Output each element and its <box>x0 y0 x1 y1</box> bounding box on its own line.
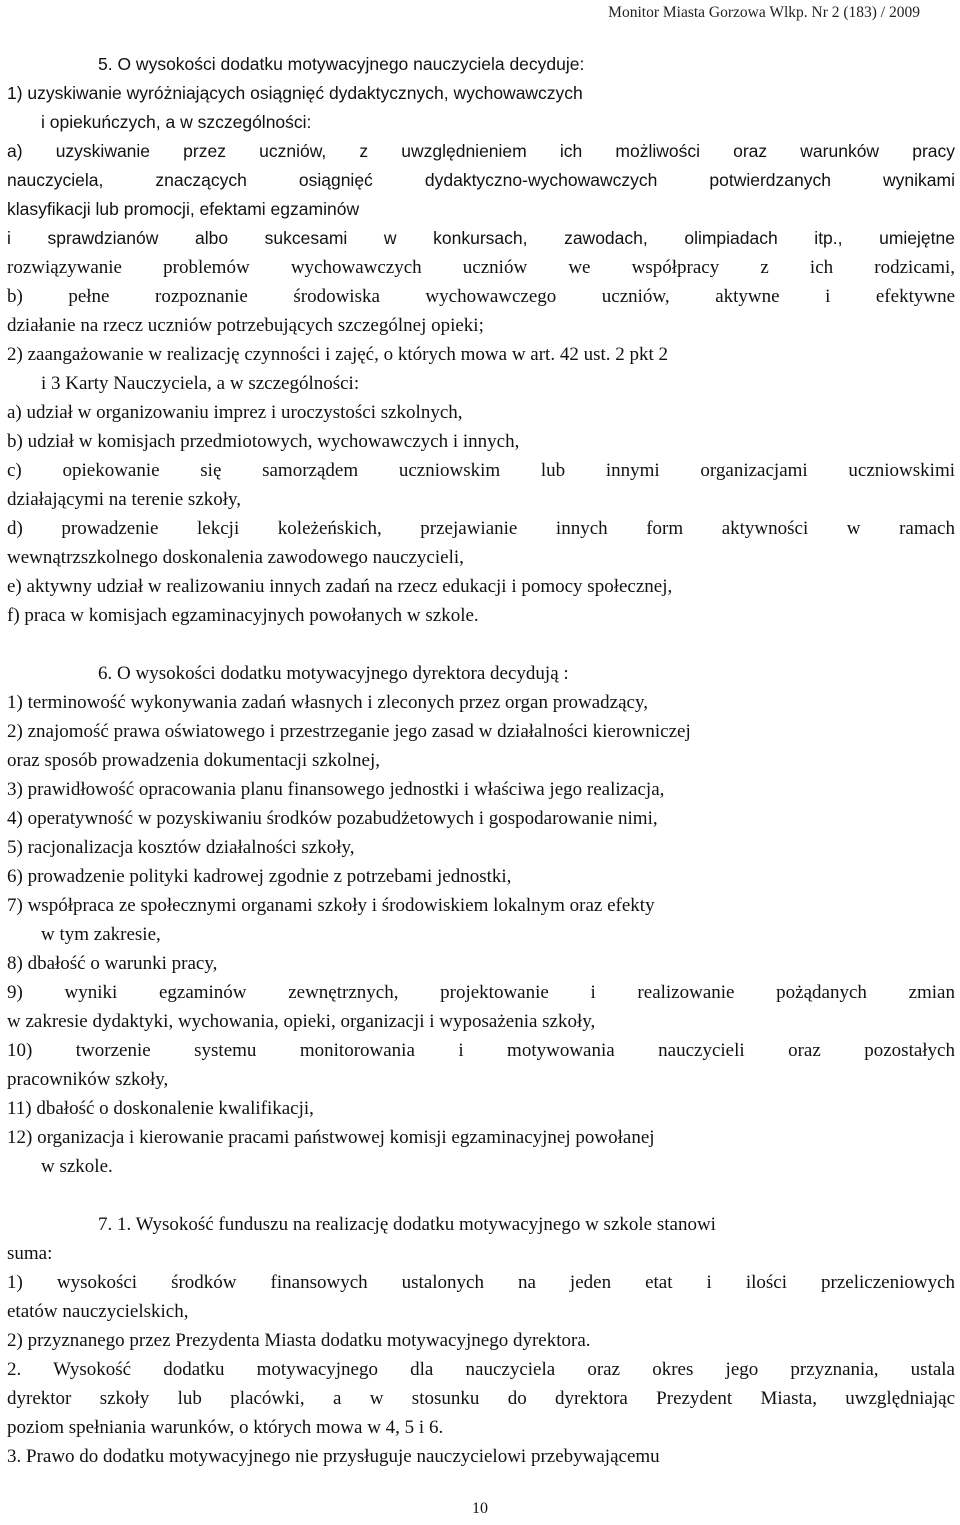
text-line: 5) racjonalizacja kosztów działalności szkoły, <box>7 837 355 858</box>
text-line: nauczyciela, znaczących osiągnięć dydaktyczno-wychowawczych potwierdzanych wynikami <box>7 170 955 190</box>
text-line: wewnątrzszkolnego doskonalenia zawodowego nauczycieli, <box>7 547 464 568</box>
paragraph-gap <box>0 630 960 659</box>
document-body <box>0 50 960 1471</box>
text-line: a) udział w organizowaniu imprez i uroczystości szkolnych, <box>7 402 463 423</box>
text-line: 2) zaangażowanie w realizację czynności i zajęć, o których mowa w art. 42 ust. 2 pkt 2 <box>7 344 669 365</box>
text-line: 4) operatywność w pozyskiwaniu środków pozabudżetowych i gospodarowanie nimi, <box>7 808 658 829</box>
text-line: i opiekuńczych, a w szczególności: <box>41 112 312 132</box>
text-line: i 3 Karty Nauczyciela, a w szczególności: <box>41 373 360 394</box>
text-line: 9) wyniki egzaminów zewnętrznych, projektowanie i realizowanie pożądanych zmian <box>7 982 955 1003</box>
text-line: 6) prowadzenie polityki kadrowej zgodnie z potrzebami jednostki, <box>7 866 512 887</box>
text-line: 3) prawidłowość opracowania planu finansowego jednostki i właściwa jego realizacja, <box>7 779 665 800</box>
text-line: 7. 1. Wysokość funduszu na realizację dodatku motywacyjnego w szkole stanowi <box>98 1214 716 1235</box>
text-line: 1) wysokości środków finansowych ustalonych na jeden etat i ilości przeliczeniowych <box>7 1272 955 1293</box>
text-line: 5. O wysokości dodatku motywacyjnego nauczyciela decyduje: <box>98 54 585 74</box>
text-line: 1) terminowość wykonywania zadań własnych i zleconych przez organ prowadzący, <box>7 692 648 713</box>
text-line: 2. Wysokość dodatku motywacyjnego dla nauczyciela oraz okres jego przyznania, ustala <box>7 1359 955 1380</box>
text-line: 12) organizacja i kierowanie pracami państwowej komisji egzaminacyjnej powołanej <box>7 1127 655 1148</box>
text-line: pracowników szkoły, <box>7 1069 169 1090</box>
text-line: działanie na rzecz uczniów potrzebujących szczególnej opieki; <box>7 315 484 336</box>
text-line: f) praca w komisjach egzaminacyjnych powołanych w szkole. <box>7 605 479 626</box>
text-line: rozwiązywanie problemów wychowawczych uczniów we współpracy z ich rodzicami, <box>7 257 955 278</box>
text-line: etatów nauczycielskich, <box>7 1301 189 1322</box>
text-line: dyrektor szkoły lub placówki, a w stosunku do dyrektora Prezydent Miasta, uwzględniając <box>7 1388 955 1409</box>
text-line: c) opiekowanie się samorządem uczniowskim lub innymi organizacjami uczniowskimi <box>7 460 955 481</box>
text-line: b) udział w komisjach przedmiotowych, wychowawczych i innych, <box>7 431 520 452</box>
text-line: w zakresie dydaktyki, wychowania, opieki, organizacji i wyposażenia szkoły, <box>7 1011 596 1032</box>
text-line: d) prowadzenie lekcji koleżeńskich, przejawianie innych form aktywności w ramach <box>7 518 955 539</box>
text-line: suma: <box>7 1243 53 1264</box>
text-line: 8) dbałość o warunki pracy, <box>7 953 218 974</box>
text-line: klasyfikacji lub promocji, efektami egzaminów <box>7 199 360 219</box>
text-line: i sprawdzianów albo sukcesami w konkursach, zawodach, olimpiadach itp., umiejętne <box>7 228 955 248</box>
text-line: 11) dbałość o doskonalenie kwalifikacji, <box>7 1098 314 1119</box>
text-line: 10) tworzenie systemu monitorowania i motywowania nauczycieli oraz pozostałych <box>7 1040 955 1061</box>
text-line: a) uzyskiwanie przez uczniów, z uwzględnieniem ich możliwości oraz warunków pracy <box>7 141 955 161</box>
text-line: poziom spełniania warunków, o których mowa w 4, 5 i 6. <box>7 1417 444 1438</box>
paragraph-gap <box>0 1181 960 1210</box>
page-header: Monitor Miasta Gorzowa Wlkp. Nr 2 (183) / 2009 <box>608 4 920 21</box>
text-line: 2) znajomość prawa oświatowego i przestrzeganie jego zasad w działalności kierowniczej <box>7 721 691 742</box>
text-line: 3. Prawo do dodatku motywacyjnego nie przysługuje nauczycielowi przebywającemu <box>7 1446 660 1467</box>
text-line: b) pełne rozpoznanie środowiska wychowawczego uczniów, aktywne i efektywne <box>7 286 955 307</box>
text-line: e) aktywny udział w realizowaniu innych zadań na rzecz edukacji i pomocy społecznej, <box>7 576 673 597</box>
text-line: 6. O wysokości dodatku motywacyjnego dyrektora decydują : <box>98 663 569 684</box>
text-line: w szkole. <box>41 1156 113 1177</box>
text-line: działającymi na terenie szkoły, <box>7 489 242 510</box>
text-line: oraz sposób prowadzenia dokumentacji szkolnej, <box>7 750 381 771</box>
page-number: 10 <box>472 1500 488 1517</box>
text-line: 1) uzyskiwanie wyróżniających osiągnięć dydaktycznych, wychowawczych <box>7 83 583 103</box>
text-line: 7) współpraca ze społecznymi organami szkoły i środowiskiem lokalnym oraz efekty <box>7 895 655 916</box>
text-line: w tym zakresie, <box>41 924 161 945</box>
text-line: 2) przyznanego przez Prezydenta Miasta dodatku motywacyjnego dyrektora. <box>7 1330 591 1351</box>
